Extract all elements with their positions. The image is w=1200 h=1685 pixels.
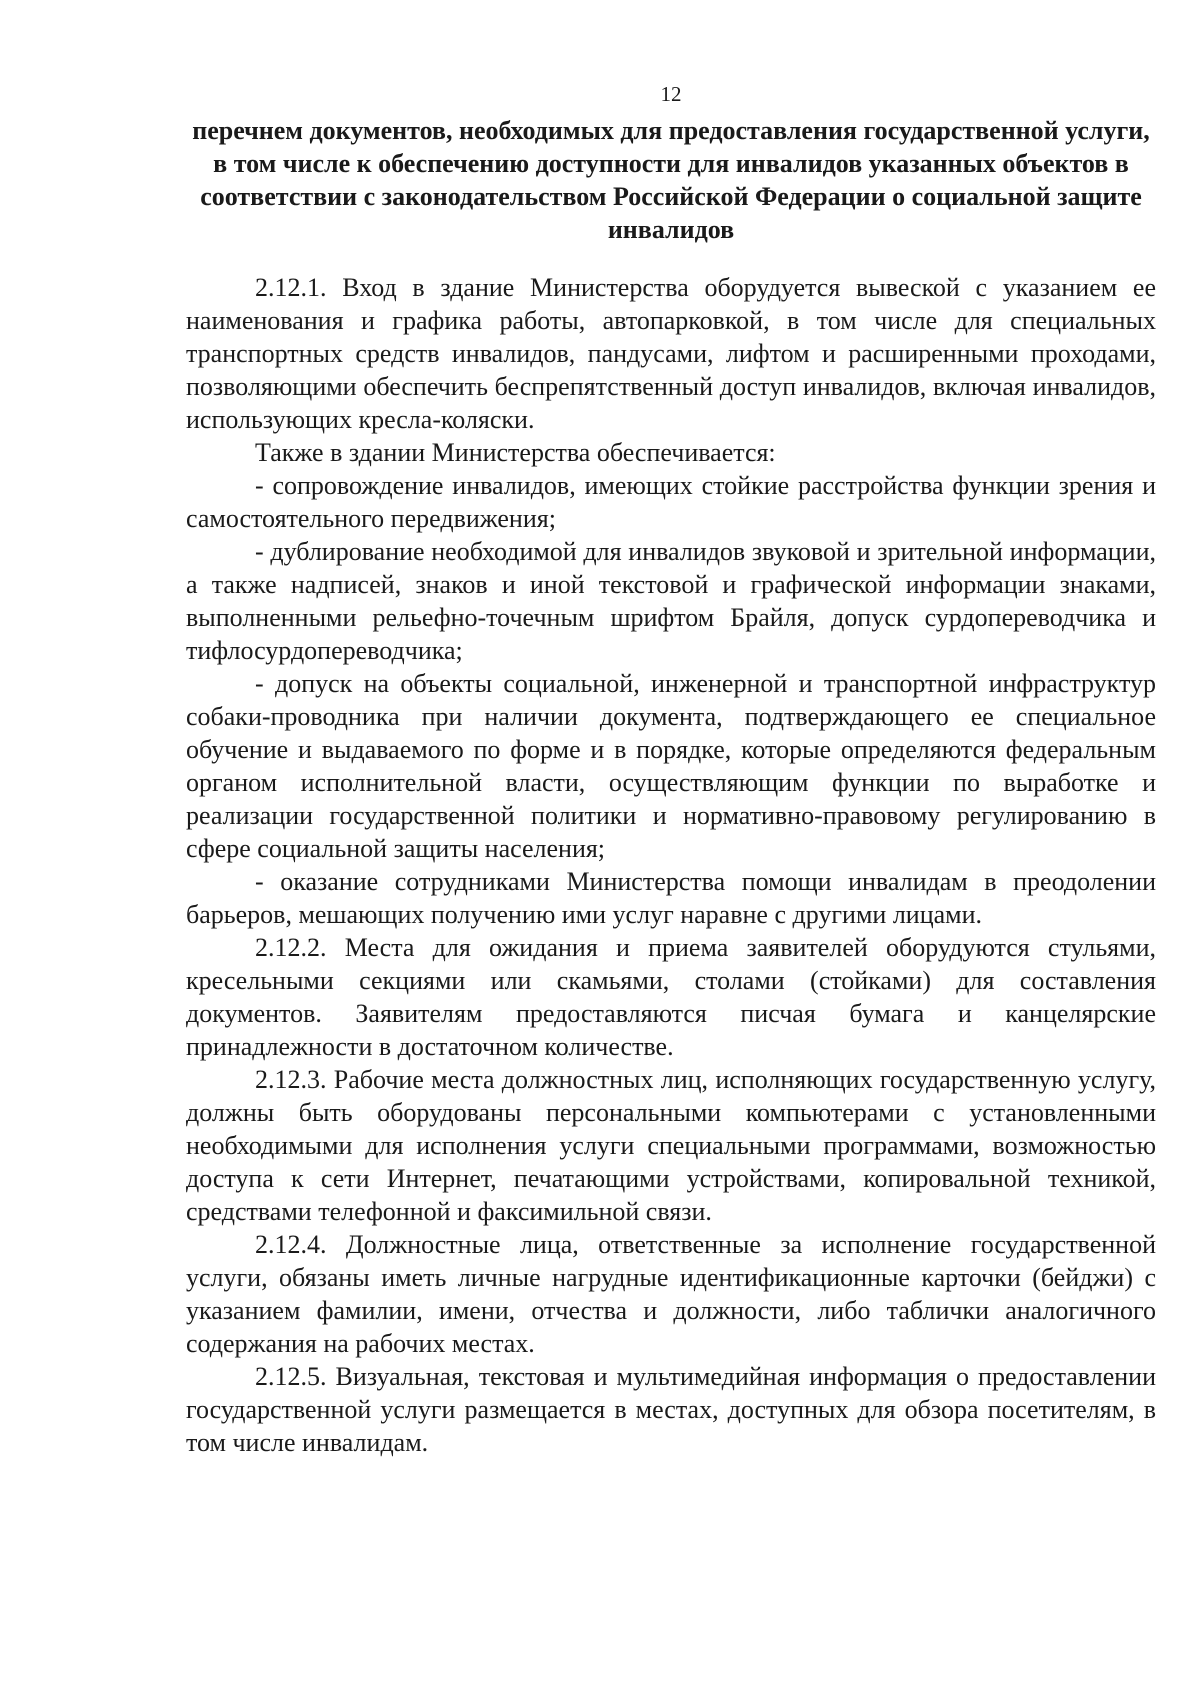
list-item-duplication: - дублирование необходимой для инвалидов звуковой и зрительной информации, а также надписей, знаков и иной текстовой и графической информации знаками, выполненными рельефно-точечным шрифтом Брайля, допуск сурдопереводчика и тифлосурдопереводчика; [186, 537, 1156, 665]
list-item-escort: - сопровождение инвалидов, имеющих стойкие расстройства функции зрения и самостоятельного передвижения; [186, 471, 1156, 533]
paragraph-2-12-5: 2.12.5. Визуальная, текстовая и мультимедийная информация о предоставлении государственной услуги размещается в местах, доступных для обзора посетителям, в том числе инвалидам. [186, 1362, 1156, 1457]
list-item-guide-dog: - допуск на объекты социальной, инженерной и транспортной инфраструктур собаки-проводника при наличии документа, подтверждающего ее специальное обучение и выдаваемого по форме и в порядке, которые определяются федеральным органом исполнительной власти, осуществляющим функции по выработке и реализации государственной политики и нормативно-правовому регулированию в сфере социальной защиты населения; [186, 669, 1156, 863]
paragraph-2-12-3: 2.12.3. Рабочие места должностных лиц, исполняющих государственную услугу, должны быть оборудованы персональными компьютерами с установленными необходимыми для исполнения услуги специальными программами, возможностью доступа к сети Интернет, печатающими устройствами, копировальной техникой, средствами телефонной и факсимильной связи. [186, 1065, 1156, 1226]
section-heading: перечнем документов, необходимых для предоставления государственной услуги, в том числе к обеспечению доступности для инвалидов указанных объектов в соответствии с законодательством Российской Федерации о социальной защите инвалидов [192, 116, 1150, 244]
paragraph-also-provided: Также в здании Министерства обеспечивается: [255, 438, 776, 467]
paragraph-2-12-2: 2.12.2. Места для ожидания и приема заявителей оборудуются стульями, кресельными секциями или скамьями, столами (стойками) для составления документов. Заявителям предоставляются писчая бумага и канцелярские принадлежности в достаточном количестве. [186, 933, 1156, 1061]
page-number: 12 [660, 82, 682, 106]
document-page [186, 80, 1156, 1459]
paragraph-2-12-4: 2.12.4. Должностные лица, ответственные за исполнение государственной услуги, обязаны иметь личные нагрудные идентификационные карточки (бейджи) с указанием фамилии, имени, отчества и должности, либо таблички аналогичного содержания на рабочих местах. [186, 1230, 1156, 1358]
paragraph-2-12-1: 2.12.1. Вход в здание Министерства оборудуется вывеской с указанием ее наименования и графика работы, автопарковкой, в том числе для специальных транспортных средств инвалидов, пандусами, лифтом и расширенными проходами, позволяющими обеспечить беспрепятственный доступ инвалидов, включая инвалидов, использующих кресла-коляски. [186, 273, 1156, 434]
list-item-staff-assistance: - оказание сотрудниками Министерства помощи инвалидам в преодолении барьеров, мешающих получению ими услуг наравне с другими лицами. [186, 867, 1156, 929]
